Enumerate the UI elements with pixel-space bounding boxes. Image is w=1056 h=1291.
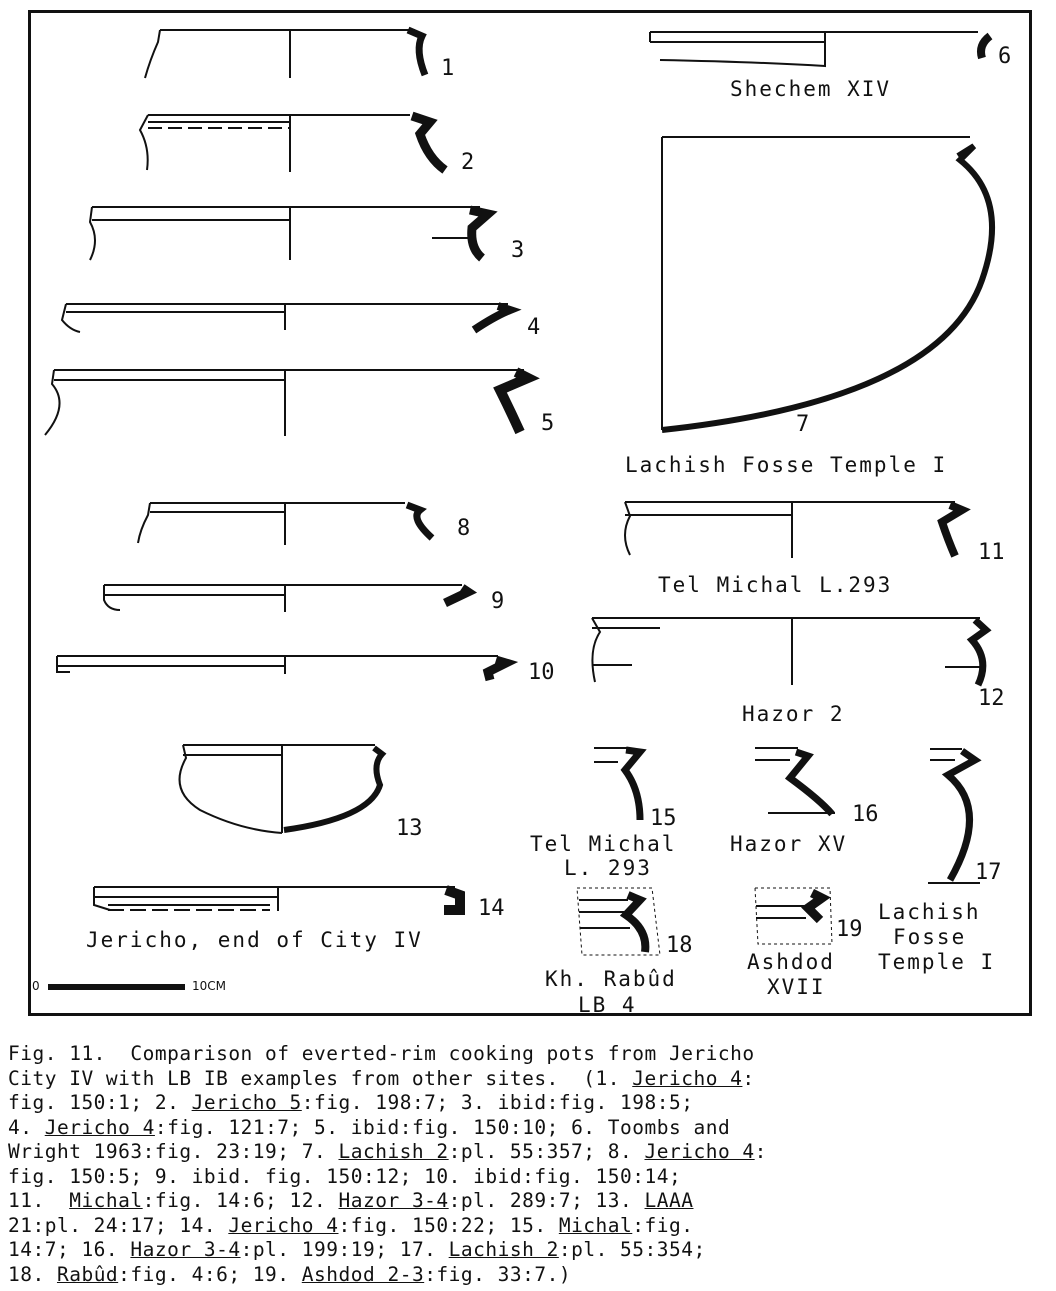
pot-profile-14 — [94, 887, 460, 911]
pot-profile-5 — [45, 370, 528, 436]
site-label-ashdod-a: Ashdod — [747, 950, 835, 974]
pot-profile-10 — [57, 656, 506, 680]
figure-number-11: 11 — [978, 540, 1005, 565]
figure-number-18: 18 — [666, 933, 693, 958]
caption-line-5: Wright 1963:fig. 23:19; 7. Lachish 2:pl. 55:357; 8. Jericho 4: — [8, 1140, 767, 1163]
caption-line-4: 4. Jericho 4:fig. 121:7; 5. ibid:fig. 150:10; 6. Toombs and — [8, 1115, 731, 1139]
figure-number-14: 14 — [478, 896, 505, 921]
pot-profile-1 — [145, 30, 425, 78]
site-label-lachish-17b: Fosse — [893, 925, 967, 949]
pot-profile-11 — [625, 502, 962, 558]
pot-profile-17 — [928, 749, 980, 883]
caption-line-6: fig. 150:5; 9. ibid. fig. 150:12; 10. ibid:fig. 150:14; — [8, 1164, 682, 1188]
caption-line-8: 21:pl. 24:17; 14. Jericho 4:fig. 150:22; 15. Michal:fig. — [8, 1213, 694, 1237]
site-label-michal-15a: Tel Michal — [530, 832, 677, 856]
pot-profile-15 — [594, 748, 640, 820]
figure-number-4: 4 — [527, 315, 541, 340]
pot-profile-8 — [138, 503, 432, 545]
figure-number-5: 5 — [541, 411, 555, 436]
caption-line-2: City IV with LB IB examples from other sites. (1. Jericho 4: — [8, 1066, 755, 1090]
scale-label: 10CM — [192, 979, 227, 993]
site-label-lachish-fosse: Lachish Fosse Temple I — [625, 453, 948, 477]
pot-profile-9 — [104, 585, 468, 612]
figure-number-3: 3 — [511, 238, 525, 263]
figure-number-2: 2 — [461, 150, 475, 175]
caption-line-9: 14:7; 16. Hazor 3-4:pl. 199:19; 17. Lachish 2:pl. 55:354; — [8, 1238, 706, 1261]
pot-profile-4 — [62, 304, 510, 332]
figure-number-15: 15 — [650, 806, 677, 831]
caption-line-7: 11. Michal:fig. 14:6; 12. Hazor 3-4:pl. 289:7; 13. LAAA — [8, 1189, 694, 1212]
pot-profile-6 — [650, 32, 990, 66]
figure-number-1: 1 — [441, 56, 455, 81]
figure-number-10: 10 — [528, 660, 555, 685]
pot-profile-3 — [90, 207, 488, 260]
pot-profile-13 — [180, 745, 382, 833]
site-label-michal-15b: L. 293 — [564, 856, 652, 880]
figure-number-16: 16 — [852, 802, 879, 827]
site-label-shechem: Shechem XIV — [730, 77, 892, 101]
figure-number-9: 9 — [491, 589, 505, 614]
pot-profile-19 — [755, 888, 832, 944]
scale-zero: 0 — [32, 979, 40, 993]
pot-profile-16 — [755, 748, 835, 814]
caption-line-10: 18. Rabûd:fig. 4:6; 19. Ashdod 2-3:fig. 33:7.) — [8, 1262, 572, 1286]
site-label-rabud-a: Kh. Rabûd — [545, 967, 677, 991]
site-label-ashdod-b: XVII — [767, 975, 826, 999]
pot-profile-12 — [592, 618, 986, 685]
caption-line-1: Fig. 11. Comparison of everted-rim cooking pots from Jericho — [8, 1042, 755, 1065]
site-label-lachish-17a: Lachish — [878, 900, 981, 924]
figure-number-12: 12 — [978, 686, 1005, 711]
site-label-rabud-b: LB 4 — [578, 993, 637, 1017]
pot-profile-7 — [662, 137, 992, 430]
scale-bar — [48, 985, 185, 989]
caption-line-3: fig. 150:1; 2. Jericho 5:fig. 198:7; 3. ibid:fig. 198:5; — [8, 1091, 694, 1114]
site-label-michal-l293: Tel Michal L.293 — [658, 573, 893, 597]
site-label-lachish-17c: Temple I — [878, 950, 996, 974]
figure-number-17: 17 — [975, 860, 1002, 885]
site-label-hazor2: Hazor 2 — [742, 702, 845, 726]
figure-number-19: 19 — [836, 917, 863, 942]
site-label-hazor-xv: Hazor XV — [730, 832, 848, 856]
figure-number-13: 13 — [396, 816, 423, 841]
pot-profile-18 — [577, 888, 660, 955]
figure-caption — [8, 1042, 1048, 1287]
figure-number-8: 8 — [457, 516, 471, 541]
pot-profile-2 — [140, 115, 445, 172]
figure-number-7: 7 — [796, 412, 810, 437]
figure-number-6: 6 — [998, 44, 1012, 69]
site-label-jericho: Jericho, end of City IV — [86, 928, 423, 952]
